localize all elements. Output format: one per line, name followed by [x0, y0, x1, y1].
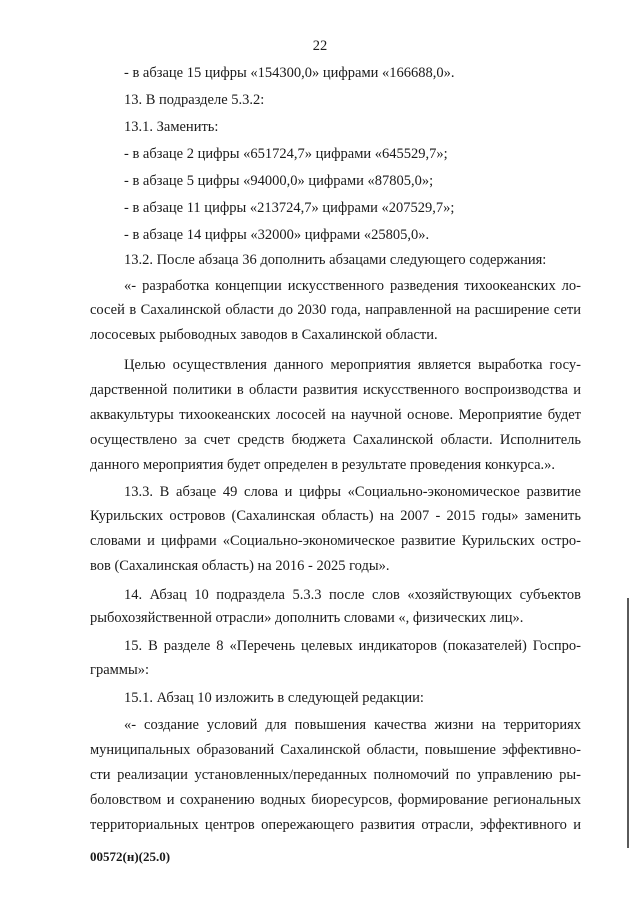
paragraph-line: вов (Сахалинская область) на 2016 - 2025 годы». — [90, 558, 390, 574]
paragraph-line: Курильских островов (Сахалинская область) на 2007 - 2015 годы» заменить — [90, 508, 581, 524]
paragraph-line: - в абзаце 2 цифры «651724,7» цифрами «645529,7»; — [124, 146, 448, 162]
paragraph-line: 15.1. Абзац 10 изложить в следующей редакции: — [124, 690, 424, 706]
paragraph-line: «- создание условий для повышения качества жизни на территориях — [124, 717, 581, 733]
paragraph-line: 15. В разделе 8 «Перечень целевых индикаторов (показателей) Госпро- — [124, 638, 581, 654]
paragraph-line: 13.1. Заменить: — [124, 119, 219, 135]
paragraph-line: - в абзаце 15 цифры «154300,0» цифрами «166688,0». — [124, 65, 455, 81]
paragraph-line: сосей в Сахалинской области до 2030 года, направленной на расширение сети — [90, 302, 581, 318]
paragraph-line: 13.3. В абзаце 49 слова и цифры «Социально-экономическое развитие — [124, 484, 581, 500]
paragraph-line: Целью осуществления данного мероприятия является выработка госу- — [124, 357, 581, 373]
paragraph-line: дарственной политики в области развития искусственного воспроизводства и — [90, 382, 581, 398]
paragraph-line: граммы»: — [90, 662, 150, 678]
paragraph-line: 13. В подразделе 5.3.2: — [124, 92, 265, 108]
paragraph-line: аквакультуры тихоокеанских лососей на научной основе. Мероприятие будет — [90, 407, 581, 423]
paragraph-line: муниципальных образований Сахалинской области, повышение эффективно- — [90, 742, 581, 758]
page-number: 22 — [312, 38, 328, 54]
paragraph-line: «- разработка концепции искусственного разведения тихоокеанских ло- — [124, 278, 581, 294]
paragraph-line: рыбохозяйственной отрасли» дополнить словами «, физических лиц». — [90, 610, 524, 626]
paragraph-line: - в абзаце 11 цифры «213724,7» цифрами «207529,7»; — [124, 200, 455, 216]
paragraph-line: осуществлено за счет средств бюджета Сахалинской области. Исполнитель — [90, 432, 581, 448]
paragraph-line: - в абзаце 5 цифры «94000,0» цифрами «87805,0»; — [124, 173, 434, 189]
paragraph-line: 13.2. После абзаца 36 дополнить абзацами следующего содержания: — [124, 252, 547, 268]
paragraph-line: - в абзаце 14 цифры «32000» цифрами «25805,0». — [124, 227, 430, 243]
paragraph-line: территориальных центров опережающего развития отрасли, эффективного и — [90, 817, 581, 833]
paragraph-line: данного мероприятия будет определен в результате проведения конкурса.». — [90, 457, 556, 473]
paragraph-line: лососевых рыбоводных заводов в Сахалинской области. — [90, 327, 438, 343]
paragraph-line: боловством и сохранению водных биоресурсов, формирование региональных — [90, 792, 581, 808]
document-code: 00572(н)(25.0) — [90, 849, 171, 864]
paragraph-line: словами и цифрами «Социально-экономическое развитие Курильских остро- — [90, 533, 581, 549]
paragraph-line: сти реализации установленных/переданных полномочий по управлению ры- — [90, 767, 581, 783]
paragraph-line: 14. Абзац 10 подраздела 5.3.3 после слов «хозяйствующих субъектов — [124, 587, 581, 603]
scan-edge-line — [627, 598, 629, 848]
